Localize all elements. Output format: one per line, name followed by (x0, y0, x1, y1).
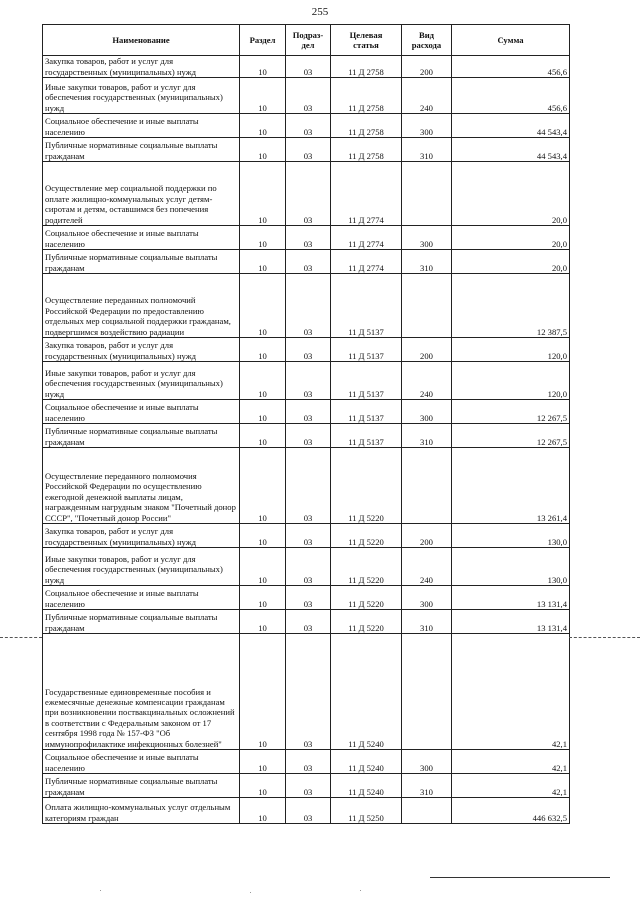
row-sum: 13 131,4 (452, 610, 570, 634)
table-row (43, 774, 570, 798)
row-name: Иные закупки товаров, работ и услуг для обеспечения государственных (муниципальных) нужд (43, 548, 240, 586)
row-sum: 120,0 (452, 338, 570, 362)
row-name: Публичные нормативные социальные выплаты гражданам (43, 424, 240, 448)
table-row (43, 750, 570, 774)
row-type (402, 274, 452, 338)
row-target: 11 Д 2774 (331, 250, 402, 274)
row-type: 310 (402, 774, 452, 798)
row-sum: 13 131,4 (452, 586, 570, 610)
row-subsection: 03 (286, 448, 331, 524)
row-type (402, 448, 452, 524)
row-subsection: 03 (286, 338, 331, 362)
header-sum: Сумма (452, 25, 570, 56)
header-subsection: Подраз- дел (286, 25, 331, 56)
row-subsection: 03 (286, 138, 331, 162)
row-name: Иные закупки товаров, работ и услуг для обеспечения государственных (муниципальных) нужд (43, 362, 240, 400)
row-sum: 130,0 (452, 524, 570, 548)
row-target: 11 Д 5240 (331, 750, 402, 774)
table-row (43, 448, 570, 524)
row-sum: 42,1 (452, 634, 570, 750)
footer-rule (430, 877, 610, 878)
row-subsection: 03 (286, 774, 331, 798)
row-type (402, 634, 452, 750)
row-target: 11 Д 5240 (331, 634, 402, 750)
row-sum: 42,1 (452, 750, 570, 774)
row-target: 11 Д 2758 (331, 114, 402, 138)
row-sum: 20,0 (452, 162, 570, 226)
row-subsection: 03 (286, 548, 331, 586)
row-section: 10 (240, 114, 286, 138)
header-target: Целевая статья (331, 25, 402, 56)
row-sum: 12 267,5 (452, 424, 570, 448)
table-header (43, 25, 570, 56)
row-target: 11 Д 5137 (331, 400, 402, 424)
table-row (43, 162, 570, 226)
table-row (43, 138, 570, 162)
row-section: 10 (240, 78, 286, 114)
row-section: 10 (240, 798, 286, 824)
row-target: 11 Д 5220 (331, 524, 402, 548)
row-subsection: 03 (286, 424, 331, 448)
row-type (402, 798, 452, 824)
row-sum: 44 543,4 (452, 114, 570, 138)
page-number: 255 (311, 6, 329, 18)
row-name: Закупка товаров, работ и услуг для государственных (муниципальных) нужд (43, 338, 240, 362)
row-sum: 130,0 (452, 548, 570, 586)
row-type: 300 (402, 114, 452, 138)
scan-speck (250, 892, 251, 893)
row-name: Государственные единовременные пособия и ежемесячные денежные компенсации гражданам при возникновении поствакцинальных осложнений в соответствии с Федеральным законом от 17 сентября 1998 года № 157-ФЗ "Об иммунопрофилактике инфекционных болезней" (43, 634, 240, 750)
row-section: 10 (240, 774, 286, 798)
row-name: Социальное обеспечение и иные выплаты населению (43, 226, 240, 250)
header-type: Вид расхода (402, 25, 452, 56)
row-section: 10 (240, 750, 286, 774)
row-section: 10 (240, 362, 286, 400)
row-subsection: 03 (286, 634, 331, 750)
table-row (43, 250, 570, 274)
row-subsection: 03 (286, 162, 331, 226)
row-target: 11 Д 5250 (331, 798, 402, 824)
row-name: Осуществление мер социальной поддержки по оплате жилищно-коммунальных услуг детям-сиротам и детям, оставшимся без попечения родителей (43, 162, 240, 226)
budget-table (42, 24, 570, 824)
row-type: 240 (402, 362, 452, 400)
row-target: 11 Д 5220 (331, 548, 402, 586)
table-row (43, 400, 570, 424)
table-row (43, 114, 570, 138)
header-section: Раздел (240, 25, 286, 56)
row-type: 310 (402, 138, 452, 162)
row-target: 11 Д 2758 (331, 78, 402, 114)
row-section: 10 (240, 524, 286, 548)
row-sum: 13 261,4 (452, 448, 570, 524)
row-name: Осуществление переданных полномочий Российской Федерации по предоставлению отдельных мер социальной поддержки гражданам, подвергшимся воздействию радиации (43, 274, 240, 338)
row-type: 300 (402, 226, 452, 250)
row-type: 200 (402, 524, 452, 548)
row-sum: 12 267,5 (452, 400, 570, 424)
row-subsection: 03 (286, 524, 331, 548)
row-subsection: 03 (286, 400, 331, 424)
scan-speck (100, 890, 101, 891)
row-type: 300 (402, 586, 452, 610)
row-name: Публичные нормативные социальные выплаты гражданам (43, 138, 240, 162)
table-row (43, 548, 570, 586)
row-name: Иные закупки товаров, работ и услуг для обеспечения государственных (муниципальных) нужд (43, 78, 240, 114)
row-name: Осуществление переданного полномочия Российской Федерации по осуществлению ежегодной денежной выплаты лицам, награжденным нагрудным знаком "Почетный донор СССР", "Почетный донор России" (43, 448, 240, 524)
row-target: 11 Д 5240 (331, 774, 402, 798)
row-sum: 12 387,5 (452, 274, 570, 338)
row-section: 10 (240, 634, 286, 750)
table-row (43, 798, 570, 824)
row-name: Закупка товаров, работ и услуг для государственных (муниципальных) нужд (43, 56, 240, 78)
row-section: 10 (240, 250, 286, 274)
table-row (43, 610, 570, 634)
row-section: 10 (240, 400, 286, 424)
row-type: 310 (402, 610, 452, 634)
row-name: Публичные нормативные социальные выплаты гражданам (43, 250, 240, 274)
row-target: 11 Д 5220 (331, 448, 402, 524)
row-subsection: 03 (286, 56, 331, 78)
row-target: 11 Д 5220 (331, 586, 402, 610)
table-row (43, 362, 570, 400)
table-row (43, 338, 570, 362)
row-section: 10 (240, 424, 286, 448)
row-section: 10 (240, 274, 286, 338)
row-sum: 44 543,4 (452, 138, 570, 162)
row-sum: 20,0 (452, 250, 570, 274)
row-target: 11 Д 2758 (331, 56, 402, 78)
row-subsection: 03 (286, 250, 331, 274)
row-target: 11 Д 5220 (331, 610, 402, 634)
row-target: 11 Д 2758 (331, 138, 402, 162)
table-row (43, 586, 570, 610)
row-sum: 20,0 (452, 226, 570, 250)
row-subsection: 03 (286, 274, 331, 338)
row-section: 10 (240, 448, 286, 524)
table-row (43, 274, 570, 338)
row-type: 300 (402, 400, 452, 424)
row-name: Социальное обеспечение и иные выплаты населению (43, 114, 240, 138)
row-section: 10 (240, 56, 286, 78)
row-sum: 456,6 (452, 56, 570, 78)
table-row (43, 56, 570, 78)
row-sum: 446 632,5 (452, 798, 570, 824)
row-section: 10 (240, 338, 286, 362)
row-subsection: 03 (286, 750, 331, 774)
row-type: 200 (402, 338, 452, 362)
row-sum: 456,6 (452, 78, 570, 114)
row-sum: 42,1 (452, 774, 570, 798)
row-subsection: 03 (286, 78, 331, 114)
row-sum: 120,0 (452, 362, 570, 400)
header-name: Наименование (43, 25, 240, 56)
row-subsection: 03 (286, 610, 331, 634)
row-target: 11 Д 5137 (331, 424, 402, 448)
table-row (43, 226, 570, 250)
row-target: 11 Д 5137 (331, 362, 402, 400)
row-target: 11 Д 2774 (331, 162, 402, 226)
row-subsection: 03 (286, 226, 331, 250)
row-name: Закупка товаров, работ и услуг для государственных (муниципальных) нужд (43, 524, 240, 548)
row-section: 10 (240, 586, 286, 610)
table-row (43, 634, 570, 750)
row-name: Социальное обеспечение и иные выплаты населению (43, 750, 240, 774)
row-target: 11 Д 5137 (331, 274, 402, 338)
row-name: Социальное обеспечение и иные выплаты населению (43, 586, 240, 610)
row-type (402, 162, 452, 226)
row-subsection: 03 (286, 586, 331, 610)
row-type: 300 (402, 750, 452, 774)
row-name: Публичные нормативные социальные выплаты гражданам (43, 610, 240, 634)
table-row (43, 524, 570, 548)
table-row (43, 78, 570, 114)
row-name: Публичные нормативные социальные выплаты гражданам (43, 774, 240, 798)
row-type: 240 (402, 548, 452, 586)
row-target: 11 Д 2774 (331, 226, 402, 250)
row-section: 10 (240, 162, 286, 226)
row-type: 240 (402, 78, 452, 114)
row-section: 10 (240, 226, 286, 250)
scan-artifact-line-left (0, 637, 42, 638)
row-name: Оплата жилищно-коммунальных услуг отдельным категориям граждан (43, 798, 240, 824)
row-subsection: 03 (286, 798, 331, 824)
row-section: 10 (240, 610, 286, 634)
row-type: 200 (402, 56, 452, 78)
row-target: 11 Д 5137 (331, 338, 402, 362)
row-subsection: 03 (286, 362, 331, 400)
row-type: 310 (402, 424, 452, 448)
row-name: Социальное обеспечение и иные выплаты населению (43, 400, 240, 424)
scan-artifact-line-right (569, 637, 640, 638)
scan-speck (360, 890, 361, 891)
row-subsection: 03 (286, 114, 331, 138)
row-section: 10 (240, 548, 286, 586)
table-row (43, 424, 570, 448)
row-type: 310 (402, 250, 452, 274)
row-section: 10 (240, 138, 286, 162)
